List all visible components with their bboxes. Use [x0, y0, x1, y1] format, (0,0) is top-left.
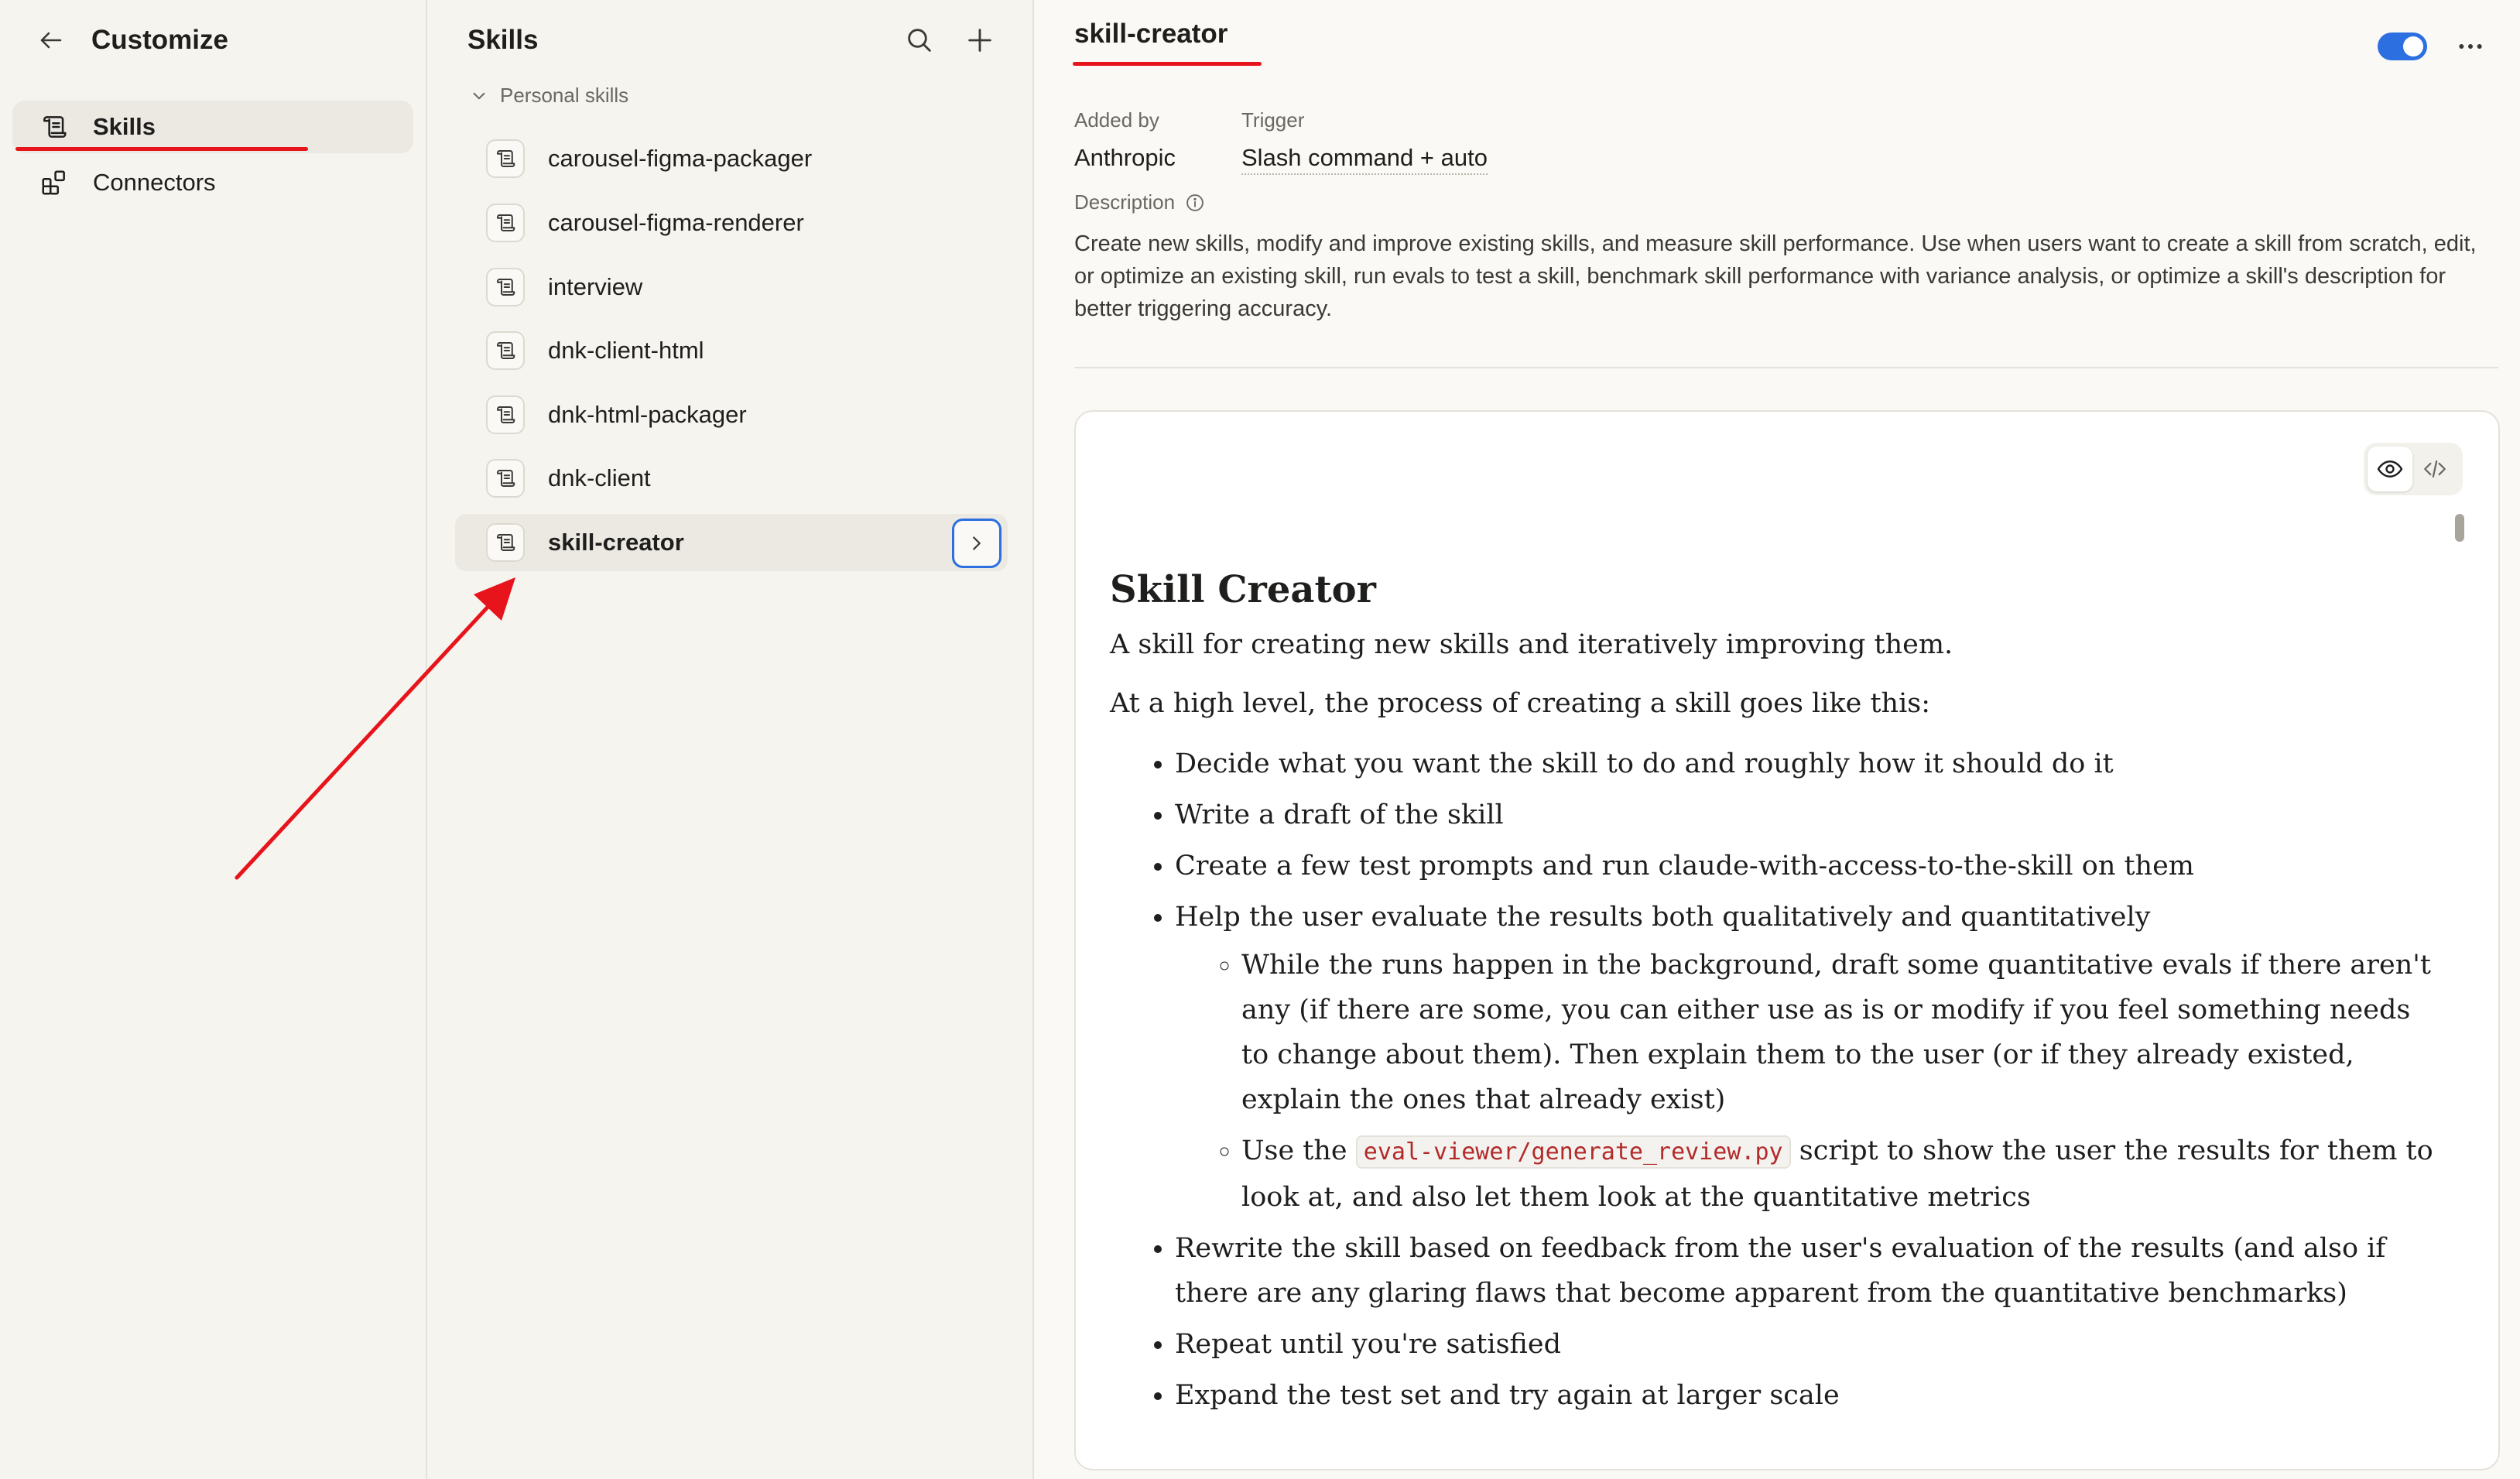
trigger-value[interactable]: Slash command + auto: [1241, 144, 1488, 175]
process-steps: [1110, 741, 2441, 1418]
description-label-row: [1074, 190, 1206, 214]
nav-item-skills[interactable]: [12, 101, 413, 153]
scroll-icon: [39, 111, 70, 142]
chevron-right-icon: [965, 532, 988, 555]
scroll-icon: [486, 139, 525, 178]
personal-skills-group-toggle[interactable]: [467, 84, 628, 108]
skill-name: dnk-client: [548, 464, 651, 491]
nav-header: [31, 19, 228, 62]
scroll-icon: [486, 268, 525, 306]
skill-item[interactable]: [455, 194, 1008, 252]
scroll-icon: [486, 204, 525, 242]
list-item: • Rewrite the skill based on feedback from the user's evaluation of the results (and also if there are any glaring flaws that become apparent from the quantitative benchmarks): [1175, 1226, 2441, 1316]
code-mode-button[interactable]: [2412, 447, 2457, 491]
nav-item-label: Skills: [93, 113, 156, 140]
skill-name: dnk-html-packager: [548, 401, 747, 428]
arrow-left-icon: [37, 26, 65, 54]
skill-name: carousel-figma-renderer: [548, 209, 804, 236]
chevron-down-icon: [467, 84, 491, 108]
list-item: [1175, 895, 2441, 1220]
preview-intro: A skill for creating new skills and iteratively improving them.: [1110, 629, 1953, 660]
list-item-text: Help the user evaluate the results both qualitatively and quantitatively: [1175, 902, 2151, 933]
scroll-icon: [486, 331, 525, 370]
skill-name: carousel-figma-packager: [548, 145, 813, 172]
list-item-text: Use the: [1241, 1135, 1347, 1166]
added-by-label: Added by: [1074, 108, 1159, 132]
preview-mode-button[interactable]: [2368, 447, 2412, 491]
back-button[interactable]: [31, 20, 71, 60]
skill-name: dnk-client-html: [548, 337, 704, 364]
skill-item[interactable]: [455, 450, 1008, 507]
skill-detail: [1034, 0, 2520, 1479]
list-item-text: script to show the user the results for them to look at, and also let them look at the quantitative metrics: [1241, 1135, 2433, 1213]
list-item: • Write a draft of the skill: [1175, 793, 2441, 837]
info-icon[interactable]: [1184, 192, 1206, 214]
skill-item[interactable]: [455, 322, 1008, 379]
list-item: • Create a few test prompts and run claude-with-access-to-the-skill on them: [1175, 844, 2441, 888]
scroll-icon: [486, 523, 525, 562]
skill-item[interactable]: [455, 130, 1008, 187]
nav-item-label: Connectors: [93, 169, 216, 196]
skill-item[interactable]: [455, 258, 1008, 316]
skills-header: [467, 19, 1001, 62]
search-icon: [904, 25, 935, 56]
scroll-icon: [486, 459, 525, 498]
added-by-value: Anthropic: [1074, 144, 1176, 171]
skills-panel: [427, 0, 1034, 1479]
annotation-underline: [15, 147, 308, 151]
skill-title: skill-creator: [1074, 19, 1228, 49]
skills-title: Skills: [467, 25, 539, 55]
left-nav: [0, 0, 427, 1479]
skill-item-selected[interactable]: [455, 514, 1008, 571]
connectors-icon: [39, 167, 70, 198]
nav-item-connectors[interactable]: [12, 156, 413, 209]
scroll-icon: [486, 395, 525, 434]
inline-code: eval-viewer/generate_review.py: [1356, 1135, 1791, 1169]
preview-process-intro: At a high level, the process of creating a skill goes like this:: [1110, 688, 1931, 719]
list-item: [1241, 1128, 2441, 1220]
trigger-label: Trigger: [1241, 108, 1305, 132]
scrollbar-thumb[interactable]: [2455, 514, 2464, 542]
annotation-underline: [1073, 62, 1262, 66]
eye-icon: [2376, 455, 2404, 483]
plus-icon: [964, 25, 995, 56]
skill-item[interactable]: [455, 386, 1008, 443]
skill-enabled-toggle[interactable]: [2378, 33, 2427, 60]
skill-name: skill-creator: [548, 529, 684, 556]
preview-heading: Skill Creator: [1110, 568, 1376, 611]
add-skill-button[interactable]: [958, 19, 1001, 62]
list-item: • Decide what you want the skill to do and roughly how it should do it: [1175, 741, 2441, 786]
list-item: • Repeat until you're satisfied: [1175, 1322, 2441, 1367]
group-label: Personal skills: [500, 84, 629, 107]
open-skill-button[interactable]: [952, 519, 1001, 568]
skill-name: interview: [548, 273, 643, 300]
divider: [1074, 367, 2498, 368]
search-button[interactable]: [898, 19, 941, 62]
markdown-body: [1110, 567, 2441, 1424]
more-options-button[interactable]: [2450, 26, 2491, 67]
sub-steps: [1175, 943, 2441, 1220]
code-icon: [2422, 456, 2448, 482]
toggle-knob: [2403, 36, 2423, 56]
view-mode-toggle: [2364, 443, 2463, 495]
list-item: • Expand the test set and try again at larger scale: [1175, 1373, 2441, 1418]
skill-content-preview: [1074, 410, 2500, 1470]
description-label: Description: [1074, 190, 1176, 214]
nav-title: Customize: [91, 25, 228, 55]
skill-description: Create new skills, modify and improve existing skills, and measure skill performance. Use when users want to create a skill from scratch, edit, or optimize an existing skill, run evals to test a skill, benchmark skill performance with variance analysis, or optimize a skill's description for better triggering accuracy.: [1074, 231, 2477, 321]
list-item: ◦ While the runs happen in the background, draft some quantitative evals if there aren't any (if there are some, you can either use as is or modify if you feel something needs to change about them). Then explain them to the user (or if they already existed, explain the ones that already exist): [1241, 943, 2441, 1122]
more-horizontal-icon: [2455, 31, 2486, 62]
